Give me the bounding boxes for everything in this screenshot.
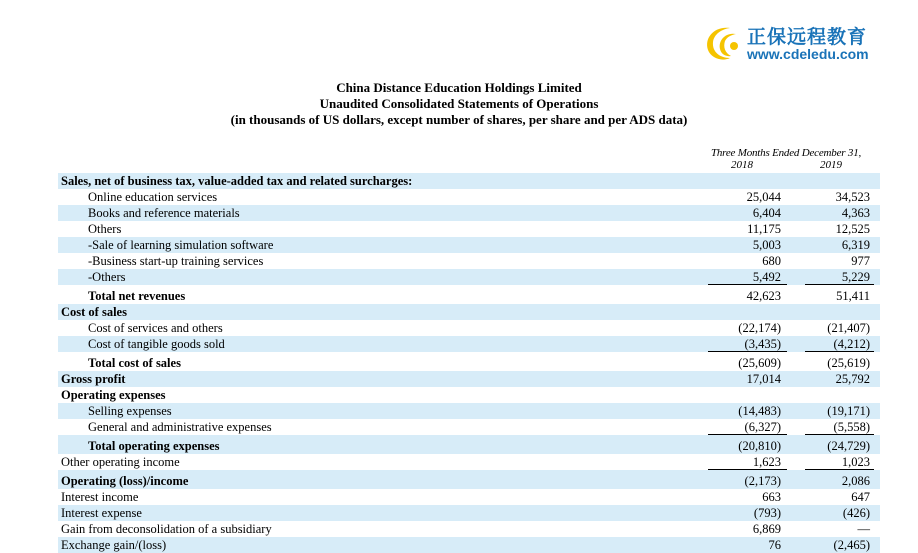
table-row [58, 505, 880, 521]
value-2018: 5,492 [752, 270, 781, 284]
row-label: Total net revenues [88, 289, 186, 303]
row-label: Books and reference materials [88, 206, 240, 220]
table-row [58, 352, 880, 371]
row-label: Cost of sales [61, 305, 127, 319]
table-row [58, 489, 880, 505]
table-row [58, 521, 880, 537]
table-row [58, 336, 880, 352]
value-2018: 1,623 [752, 455, 781, 469]
value-2018: 5,003 [752, 238, 781, 252]
table-row [58, 320, 880, 336]
value-2019: (21,407) [827, 321, 870, 335]
value-2018: (25,609) [738, 356, 781, 370]
row-label: Interest expense [61, 506, 142, 520]
row-label: Selling expenses [88, 404, 172, 418]
value-2019: (5,558) [833, 420, 870, 434]
value-2018: 6,404 [752, 206, 781, 220]
row-label: -Sale of learning simulation software [88, 238, 274, 252]
table-row [58, 173, 880, 189]
value-2018: (20,810) [738, 439, 781, 453]
table-row [58, 253, 880, 269]
value-2019: 5,229 [841, 270, 870, 284]
row-label: Online education services [88, 190, 218, 204]
logo-swirl-icon [700, 22, 744, 64]
logo-url[interactable]: www.cdeledu.com [747, 46, 869, 62]
value-2018: 11,175 [747, 222, 781, 236]
period-header: Three Months Ended December 31, [710, 147, 862, 159]
logo-name: 正保远程教育 [747, 26, 868, 48]
value-2019: 2,086 [841, 474, 870, 488]
value-2019: 1,023 [841, 455, 870, 469]
table-row [58, 537, 880, 553]
row-label: Cost of tangible goods sold [88, 337, 225, 351]
row-label: General and administrative expenses [88, 420, 272, 434]
statement-title: Unaudited Consolidated Statements of Operations [319, 96, 599, 111]
value-2018: 42,623 [746, 289, 781, 303]
row-label: -Others [88, 270, 126, 284]
table-row [58, 285, 880, 304]
company-logo [700, 20, 900, 64]
value-2018: 663 [762, 490, 781, 504]
value-2018: 17,014 [746, 372, 781, 386]
table-row [58, 269, 880, 285]
table-row [58, 205, 880, 221]
value-2019: 977 [851, 254, 870, 268]
value-2018: (793) [753, 506, 781, 520]
row-label: -Business start-up training services [88, 254, 264, 268]
row-label: Gain from deconsolidation of a subsidiary [61, 522, 272, 536]
table-row [58, 304, 880, 320]
table-row [58, 237, 880, 253]
statement-table [58, 173, 880, 553]
value-2019: 4,363 [841, 206, 870, 220]
value-2018: (22,174) [738, 321, 781, 335]
value-2019: (426) [842, 506, 870, 520]
value-2019: 647 [851, 490, 870, 504]
year-2019-header: 2019 [820, 159, 842, 171]
value-2019: 25,792 [835, 372, 870, 386]
value-2019: (2,465) [833, 538, 870, 552]
value-2018: (14,483) [738, 404, 781, 418]
table-row [58, 189, 880, 205]
table-row [58, 470, 880, 489]
value-2018: (6,327) [744, 420, 781, 434]
value-2018: 76 [768, 538, 781, 552]
row-label: Total cost of sales [88, 356, 181, 370]
value-2019: 6,319 [841, 238, 870, 252]
value-2019: 34,523 [835, 190, 870, 204]
value-2018: 680 [762, 254, 781, 268]
year-2018-header: 2018 [731, 159, 753, 171]
table-row [58, 419, 880, 435]
row-label: Total operating expenses [88, 439, 220, 453]
row-label: Interest income [61, 490, 139, 504]
units-note: (in thousands of US dollars, except number of shares, per share and per ADS data) [230, 112, 688, 127]
table-row [58, 454, 880, 470]
value-2018: 25,044 [746, 190, 781, 204]
value-2019: (4,212) [833, 337, 870, 351]
table-row [58, 403, 880, 419]
table-row [58, 435, 880, 454]
row-label: Sales, net of business tax, value-added tax and related surcharges: [61, 174, 413, 188]
value-2019: 51,411 [836, 289, 870, 303]
value-2019: (19,171) [827, 404, 870, 418]
row-label: Other operating income [61, 455, 180, 469]
value-2019: (24,729) [827, 439, 870, 453]
table-row [58, 371, 880, 387]
company-title: China Distance Education Holdings Limited [336, 80, 582, 95]
value-2018: (2,173) [744, 474, 781, 488]
row-label: Exchange gain/(loss) [61, 538, 167, 552]
table-row [58, 221, 880, 237]
value-2019: 12,525 [835, 222, 870, 236]
value-2019: — [857, 522, 870, 536]
row-label: Operating (loss)/income [61, 474, 189, 488]
row-label: Others [88, 222, 122, 236]
value-2019: (25,619) [827, 356, 870, 370]
row-label: Gross profit [61, 372, 126, 386]
value-2018: (3,435) [744, 337, 781, 351]
row-label: Operating expenses [61, 388, 166, 402]
table-row [58, 387, 880, 403]
value-2018: 6,869 [752, 522, 781, 536]
row-label: Cost of services and others [88, 321, 223, 335]
